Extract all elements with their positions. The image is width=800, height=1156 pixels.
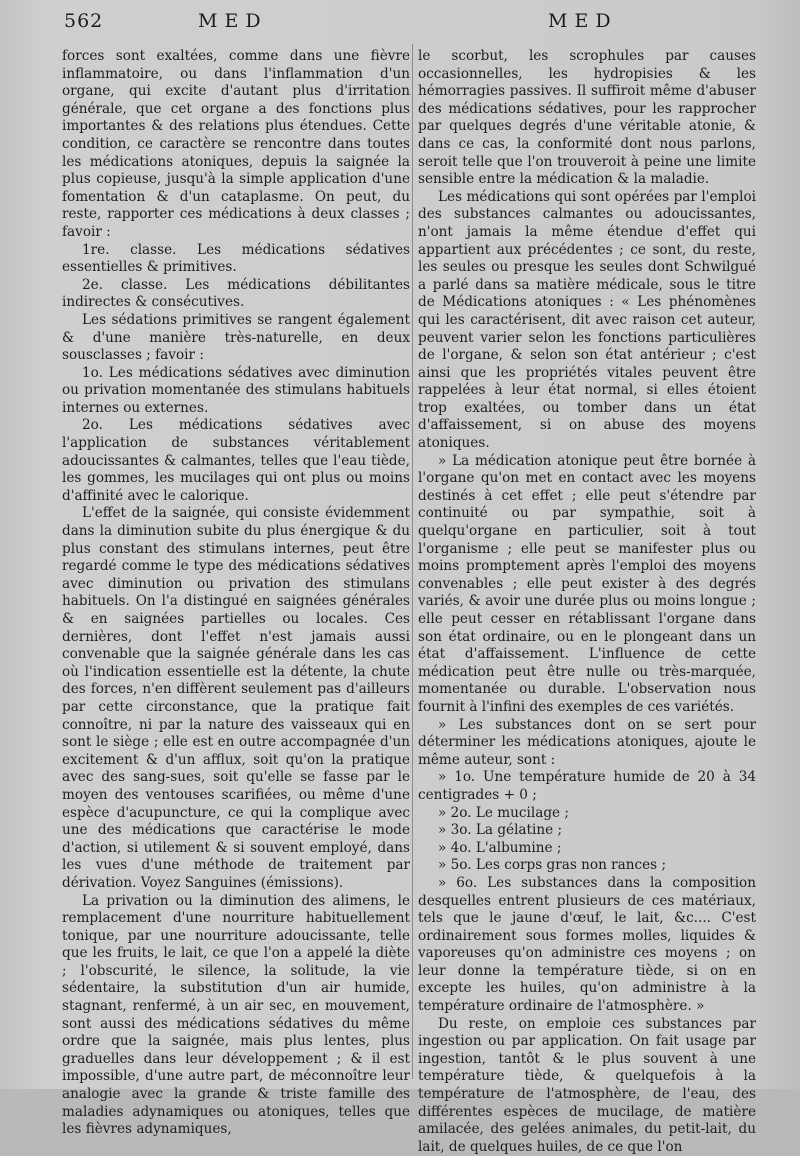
right-column [418,48,756,1155]
paragraph: » La médication atonique peut être bornée à l'organe qu'on met en contact avec les moyens destinés à cet effet ; elle peut s'étendre par continuité ou par sympathie, soit à quelqu'organe en particulier, soit à tout l'organisme ; elle peut se manifester plus ou moins promptement après l'emploi des moyens convenables ; elle peut exister à des degrés variés, & avoir une durée plus ou moins longue ; elle peut cesser en rétablissant l'organe dans son état ordinaire, ou en le plongeant dans un état d'affaissement. L'influence de cette médication peut être nulle ou très-marquée, momentanée ou durable. L'observation nous fournit à l'infini des exemples de ces variétés. [418,452,756,715]
list-item: » 4o. L'albumine ; [438,839,562,856]
running-title-right: MED [548,10,618,32]
paragraph: La privation ou la diminution des alimens, le remplacement d'une nourriture habituellement tonique, par une nourriture adoucissante, telle que les fruits, le lait, ce que l'on a appelé la diète ; l'obscurité, le silence, la solitude, la vie sédentaire, la substitution d'un air humide, stagnant, renfermé, à un air sec, en mouvement, sont aussi des médications sédatives du même ordre que la saignée, mais plus lentes, plus graduelles dans leur développement ; & il est impossible, d'une autre part, de méconnoître leur analogie avec la grande & triste famille des maladies adynamiques ou atoniques, telles que les fièvres adynamiques, [62,892,410,1138]
list-item: » 6o. Les substances dans la composition desquelles entrent plusieurs de ces matériaux, tels que le jaune d'œuf, le lait, &c.... C'est ordinairement sous formes molles, liquides & vaporeuses qu'on administre ces moyens ; on leur donne la température tiède, si on en excepte les huiles, qu'on administre à la température ordinaire de l'atmosphère. » [418,874,756,1015]
paragraph: Du reste, on emploie ces substances par ingestion ou par application. On fait usage par ingestion, tantôt & le plus souvent à une température tiède, & quelquefois à la température de l'atmosphère, de l'eau, des différentes espèces de mucilage, de matière amilacée, des gelées animales, du petit-lait, du lait, de quelques huiles, de ce que l'on [418,1015,756,1155]
list-item: » 2o. Le mucilage ; [438,804,569,821]
paragraph: » Les substances dont on se sert pour déterminer les médications atoniques, ajoute le même auteur, sont : [418,716,756,768]
paragraph: 1re. classe. Les médications sédatives essentielles & primitives. [62,241,410,276]
list-item: » 5o. Les corps gras non rances ; [438,857,667,874]
page-number: 562 [64,10,104,32]
paragraph: le scorbut, les scrophules par causes occasionnelles, les hydropisies & les hémorragies passives. Il suffiroit même d'abuser des médications sédatives, pour les rapprocher par quelques degrés d'une véritable atonie, & dans ce cas, la conformité dont nous parlons, seroit telle que l'on trouveroit à peine une limite sensible entre la médication & la maladie. [418,48,756,188]
running-title-left: MED [198,10,268,32]
list-item: » 3o. La gélatine ; [438,822,563,839]
paragraph: forces sont exaltées, comme dans une fièvre inflammatoire, ou dans l'inflammation d'un organe, qui excite d'autant plus d'irritation générale, que cet organe a des fonctions plus importantes & des relations plus étendues. Cette condition, ce caractère se rencontre dans toutes les médications atoniques, depuis la saignée la plus copieuse, jusqu'à la simple application d'une fomentation & d'un cataplasme. On peut, du reste, rapporter ces médications à deux classes ; favoir : [62,48,410,240]
paragraph: L'effet de la saignée, qui consiste évidemment dans la diminution subite du plus énergique & du plus constant des stimulans internes, peut être regardé comme le type des médications sédatives avec diminution ou privation des stimulans habituels. On l'a distingué en saignées générales & en saignées partielles ou locales. Ces dernières, dont l'effet n'est jamais aussi convenable que la saignée générale dans les cas où l'indication essentielle est la détente, la chute des forces, n'en diffèrent seulement pas d'ailleurs par cette circonstance, que la pratique fait connoître, ni par la nature des vaisseaux qui en sont le siège ; elle est en outre accompagnée d'un excitement & d'un afflux, soit qu'on la pratique avec des sang-sues, soit qu'elle se fasse par le moyen des ventouses scarifiées, ou même d'une espèce d'acupuncture, ce qui la complique avec une des médications que caractérise le mode d'action, si utilement & si souvent employé, dans les vues d'une méthode de traitement par dérivation. Voyez Sanguines (émissions). [62,505,410,891]
paragraph: Les sédations primitives se rangent également & d'une manière très-naturelle, en deux sousclasses ; favoir : [62,311,410,364]
paragraph: Les médications qui sont opérées par l'emploi des substances calmantes ou adoucissantes, n'ont jamais la même étendue d'effet qui appartient aux précédentes ; ce sont, du reste, les seules ou presque les seules dont Schwilgué a parlé dans sa matière médicale, sous le titre de Médications atoniques : « Les phénomènes qui les caractérisent, dit avec raison cet auteur, peuvent varier selon les fonctions particulières de l'organe, & selon son état antérieur ; c'est ainsi que les propriétés vitales peuvent être rappelées à leur état normal, si elles étoient trop exaltées, ou tomber dans un état d'affaissement, si on abuse des moyens atoniques. [418,188,756,452]
left-column [62,48,410,1138]
paragraph: 2o. Les médications sédatives avec l'application de substances véritablement adoucissantes & calmantes, telles que l'eau tiède, les gommes, les mucilages qui ont plus ou moins d'affinité avec le calorique. [62,417,410,504]
list-item: » 1o. Une température humide de 20 à 34 centigrades + 0 ; [418,769,756,803]
running-header [0,10,800,44]
paragraph: 1o. Les médications sédatives avec diminution ou privation momentanée des stimulans habituels internes ou externes. [62,364,410,416]
paragraph: 2e. classe. Les médications débilitantes indirectes & consécutives. [62,276,410,311]
column-divider [412,44,413,1079]
